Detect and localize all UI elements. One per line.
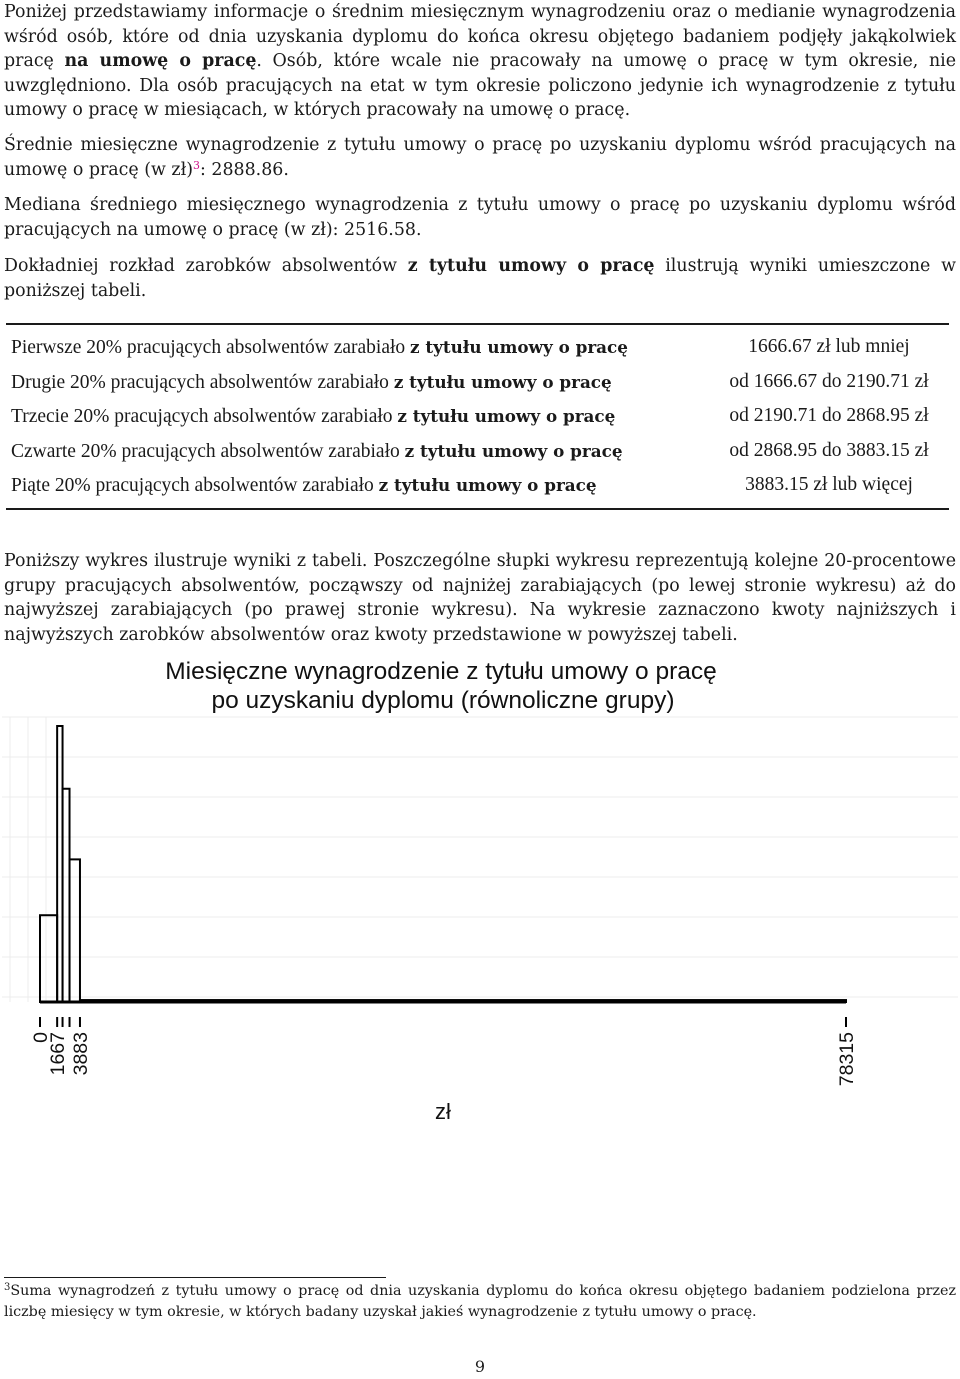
- tick-label: 1667: [47, 1032, 70, 1076]
- table-value: 3883.15 zł lub więcej: [745, 474, 913, 495]
- intro-paragraph: Poniżej przedstawiamy informacje o średnim miesięcznym wynagrodzeniu oraz o medianie wynagrodzenia wśród osób, które od dnia uzyskania dyplomu do końca okresu objętego badaniem podjęły jakąkolwiek pracę na umowę o pracę. Osób, które wcale nie pracowały na umowę o pracę w tym okresie, nie uwzględniono. Dla osób pracujących na etat w tym okresie policzono jedynie ich wynagrodzenie z tytułu umowy o pracę w miesiącach, w których pracowały na umowę o pracę.: [4, 2, 957, 120]
- chart-grid: [2, 717, 958, 1002]
- page-number: 9: [474, 1357, 486, 1376]
- chart-axis-ticks: [30, 1017, 858, 1086]
- mean-salary-paragraph: Średnie miesięczne wynagrodzenie z tytułu umowy o pracę po uzyskaniu dyplomu wśród pracujących na umowę o pracę (w zł)$^3$: 2888.86.: [4, 135, 956, 180]
- chart-bar: [70, 859, 80, 1002]
- table-row: Piąte 20% pracujących absolwentów zarabiało z tytułu umowy o pracę 3883.15 zł lub więcej: [11, 472, 949, 498]
- footnote-ref[interactable]: 3: [193, 158, 201, 172]
- chart-bar: [63, 789, 70, 1002]
- footnote-number: 3: [4, 1282, 11, 1293]
- tick-label: 78315: [836, 1032, 858, 1087]
- footnote: $^3$Suma wynagrodzeń z tytułu umowy o pracę od dnia uzyskania dyplomu do końca okresu objętego badaniem podzielona przez liczbę miesięcy w tym okresie, w których badany uzyskał jakieś wynagrodzenie z tytułu umowy o pracę.: [4, 1282, 956, 1320]
- table-value: od 2868.95 do 3883.15 zł: [729, 440, 929, 461]
- table-row: Pierwsze 20% pracujących absolwentów zarabiało z tytułu umowy o pracę 1666.67 zł lub mniej: [11, 334, 949, 360]
- table-top-rule: [6, 323, 949, 325]
- table-row: Trzecie 20% pracujących absolwentów zarabiało z tytułu umowy o pracę od 2190.71 do 2868.95 zł: [11, 403, 949, 429]
- table-value: od 2190.71 do 2868.95 zł: [729, 405, 929, 426]
- bold-employment-contract: na umowę o pracę: [64, 51, 257, 71]
- distribution-paragraph: Dokładniej rozkład zarobków absolwentów z tytułu umowy o pracę ilustrują wyniki umieszczone w poniższej tabeli.: [4, 256, 956, 301]
- footnote-rule: [4, 1277, 386, 1278]
- table-value: od 1666.67 do 2190.71 zł: [729, 371, 929, 392]
- median-salary-paragraph: Mediana średniego miesięcznego wynagrodzenia z tytułu umowy o pracę po uzyskaniu dyplomu wśród pracujących na umowę o pracę (w zł): 2516.58.: [4, 195, 956, 240]
- salary-chart: [0, 650, 960, 1130]
- table-row: Drugie 20% pracujących absolwentów zarabiało z tytułu umowy o pracę od 1666.67 do 2190.71 zł: [11, 369, 949, 395]
- chart-description-paragraph: Poniższy wykres ilustruje wyniki z tabeli. Poszczególne słupki wykresu reprezentują kolejne 20-procentowe grupy pracujących absolwentów, począwszy od najniżej zarabiających (po lewej stronie wykresu) aż do najwyższej zarabiających (po prawej stronie wykresu). Na wykresie zaznaczono kwoty najniższych i najwyższych zarobków absolwentów oraz kwoty przedstawione w powyższej tabeli.: [4, 551, 956, 645]
- table-row: Czwarte 20% pracujących absolwentów zarabiało z tytułu umowy o pracę od 2868.95 do 3883.15 zł: [11, 438, 949, 464]
- table-value: 1666.67 zł lub mniej: [748, 336, 910, 357]
- chart-title-line2: po uzyskaniu dyplomu (równoliczne grupy): [211, 687, 675, 714]
- chart-bars: [40, 726, 846, 1002]
- x-axis-label: zł: [435, 1099, 451, 1124]
- tick-label: 0: [30, 1032, 52, 1043]
- chart-title-line1: Miesięczne wynagrodzenie z tytułu umowy o pracę: [165, 658, 717, 685]
- tick-label: 3883: [69, 1032, 92, 1076]
- table-bottom-rule: [6, 508, 949, 510]
- chart-bar: [40, 915, 57, 1002]
